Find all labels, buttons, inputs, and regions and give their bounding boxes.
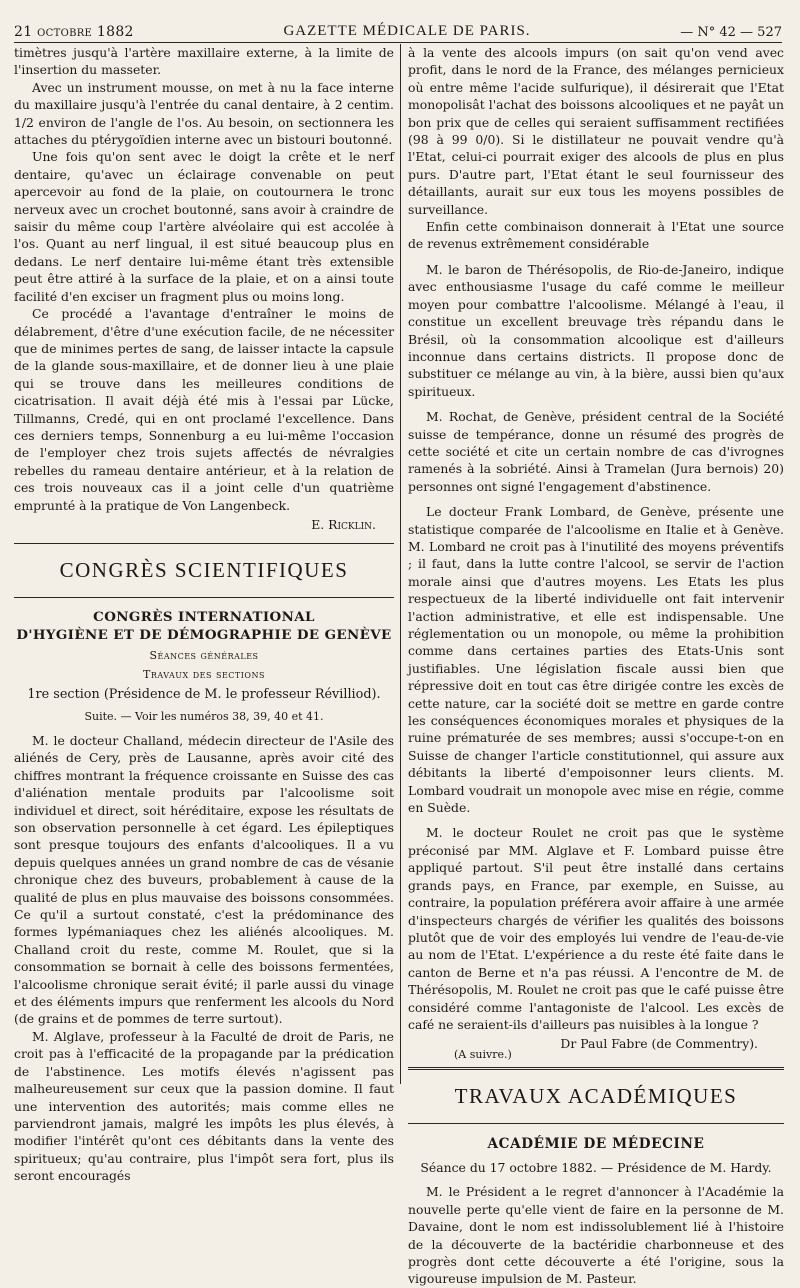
paragraph: Avec un instrument mousse, on met à nu la face interne du maxillaire jusqu'à l'entrée du canal dentaire, à 2 centim. 1/2 environ de l'angle de l'os. Au besoin, on sectionnera les attaches du ptérygoïdien interne avec un bistouri boutonné. — [14, 79, 394, 148]
paragraph: Le docteur Frank Lombard, de Genève, présente une statistique comparée de l'alcoolisme en Italie et à Genève. M. Lombard ne croit pas à l'inutilité des moyens préventifs ; il faut, dans la lutte contre l'alcool, se servir de l'action morale ainsi que d'autres moyens. Les Etats les plus respectueux de la liberté individuelle ont fait intervenir l'action administrative, et elle est indispensable. Une réglementation ou un monopole, ou même la prohibition comme dans certaines parties des Etats-Unis sont justifiables. Une législation fiscale aussi bien que répressive doit en tout cas être dirigée contre les excès de cette nature, car la société doit se mettre en garde contre les conséquences économiques morales et physiques de la ruine prématurée de ses membres; aussi s'occupe-t-on en Suisse de changer l'article constitutionnel, qui assure aux débitants la liberté d'empoisonner leurs clients. M. Lombard voudrait un monopole avec mise en régie, comme en Suède. — [408, 504, 784, 816]
congress-title-line1: CONGRÈS INTERNATIONAL — [93, 608, 315, 625]
paragraph: Enfin cette combinaison donnerait à l'Etat une source de revenus extrêmement considérable — [408, 219, 784, 252]
paragraph: M. le baron de Thérésopolis, de Rio-de-Janeiro, indique avec enthousiasme l'usage du café comme le meilleur moyen pour combattre l'alcoolisme. Mélangé à l'eau, il constitue un excellent breuvage très répandu dans le Brésil, où la consommation alcoolique est d'ailleurs inconnue dans certains districts. Il propose donc de substituer ce mélange au vin, à la bière, aussi bien qu'aux spiritueux. — [408, 261, 784, 399]
header-page-number: — N° 42 — 527 — [680, 25, 782, 40]
academie-heading: ACADÉMIE DE MÉDECINE — [487, 1136, 705, 1153]
congress-title-line2: D'HYGIÈNE ET DE DÉMOGRAPHIE DE GENÈVE — [16, 626, 392, 643]
paragraph: M. le docteur Challand, médecin directeur de l'Asile des aliénés de Cery, près de Lausanne, après avoir cité des chiffres montrant la fréquence croissante en Suisse des cas d'aliénation mentale produits par l'alcoolisme soit individuel et direct, soit héréditaire, expose les résultats de son observation personnelle à cet égard. Les épileptiques sont presque toujours des enfants d'alcooliques. Il a vu depuis quelques années un grand nombre de cas de vésanie chronique chez des buveurs, probablement à cause de la qualité de plus en plus mauvaise des boissons consommées. Ce qu'il a surtout constaté, c'est la prédominance des formes lypémaniaques chez les aliénés alcooliques. M. Challand croit du reste, comme M. Roulet, que si la consommation se bornait à celle des boissons fermentées, l'alcoolisme chronique serait évité; il parle aussi du vinage et des éléments impurs que renferment les alcools du Nord (de grains et de pommes de terre surtout). — [14, 732, 394, 1027]
paragraph: M. Alglave, professeur à la Faculté de droit de Paris, ne croit pas à l'efficacité de la propagande par la prédication de l'abstinence. Les motifs élevés n'agissent pas malheureusement sur ceux que la passion domine. Il faut une intervention des autorités; mais comme elles ne parviendront jamais, malgré les impôts les plus élevés, à modifier l'intérêt qu'ont ces débitants dans la vente des spiritueux; qu'au contraire, plus l'impôt sera fort, plus ils seront encouragés — [14, 1028, 394, 1184]
paragraph: Une fois qu'on sent avec le doigt la crête et le nerf dentaire, qu'avec un éclairage convenable on peut apercevoir au fond de la plaie, on coutournera le tronc nerveux avec un crochet boutonné, sans avoir à craindre de saisir du même coup l'artère alvéolaire qui est accolée à l'os. Quant au nerf lingual, il est situé beaucoup plus en dedans. Le nerf dentaire lui-même étant très extensible peut être attiré à la surface de la plaie, et on a ainsi toute facilité d'en exciser un fragment plus ou moins long. — [14, 149, 394, 304]
paragraph: Ce procédé a l'avantage d'entraîner le moins de délabrement, d'être d'une exécution facile, de ne nécessiter que de minimes pertes de sang, de laisser intacte la capsule de la glande sous-maxillaire, et de donner lieu à une plaie qui se trouve dans les meilleures conditions de cicatrisation. Il avait déjà été mis à l'essai par Lücke, Tillmanns, Credé, qui en ont proclamé l'excellence. Dans ces derniers temps, Sonnenburg a eu lui-même l'occasion de l'employer chez trois sujets affectés de névralgies rebelles du rameau dentaire antérieur, et à la relation de ces trois nouveaux cas il a joint celle d'un quatrième emprunté à la pratique de Von Langenbeck. — [14, 306, 394, 513]
divider — [14, 597, 394, 598]
section-title-travaux: TRAVAUX ACADÉMIQUES — [454, 1084, 738, 1109]
column-divider — [400, 44, 401, 1084]
suite-note: Suite. — Voir les numéros 38, 39, 40 et 41. — [84, 709, 324, 723]
paragraph: à la vente des alcools impurs (on sait qu'on vend avec profit, dans le nord de la France, des mélanges pernicieux où entre même l'acide sulfurique), il désirerait que l'Etat monopolisât l'achat des boissons alcooliques et ne payât un bon prix que de celles qui seraient suffisamment rectifiées (98 à 99 0/0). Si le distillateur ne pouvait vendre qu'à l'Etat, celui-ci pourrait exiger des alcools de plus en plus purs. D'autre part, l'Etat étant le seul fournisseur des détaillants, aurait sur eux tous les moyens possibles de surveillance. — [408, 45, 784, 217]
header-title: GAZETTE MÉDICALE DE PARIS. — [283, 23, 531, 39]
paragraph: M. Rochat, de Genève, président central de la Société suisse de tempérance, donne un résumé des progrès de cette société et cite un certain nombre de cas d'ivrognes ramenés à la sobriété. Ainsi à Tramelan (Jura bernois) 20) personnes ont signé l'engagement d'abstinence. — [408, 409, 784, 494]
page-header — [14, 16, 782, 43]
divider — [408, 1067, 784, 1070]
section-title-congres: CONGRÈS SCIENTIFIQUES — [59, 557, 349, 582]
divider — [14, 543, 394, 544]
section-presidence: 1re section (Présidence de M. le professeur Révilliod). — [27, 686, 381, 702]
header-date: 21 octobre 1882 — [14, 24, 134, 40]
author-signature: Dr Paul Fabre (de Commentry). — [560, 1036, 758, 1052]
paragraph: M. le Président a le regret d'annoncer à l'Académie la nouvelle perte qu'elle vient de faire en la personne de M. Davaine, dont le nom est indissolublement lié à l'histoire de la découverte de la bactéridie charbonneuse et des progrès dont cette découverte a été l'origine, sous la vigoureuse impulsion de M. Pasteur. — [408, 1184, 784, 1287]
seance-line: Séance du 17 octobre 1882. — Présidence de M. Hardy. — [420, 1160, 772, 1176]
right-column — [408, 44, 784, 1287]
subheading-seances: Séances générales — [149, 648, 259, 662]
paragraph: M. le docteur Roulet ne croit pas que le système préconisé par MM. Alglave et F. Lombard puisse être appliqué partout. S'il peut être installé dans certains grands pays, en France, par exemple, en Suisse, au contraire, la population préférera avoir affaire à une armée d'inspecteurs chargés de vérifier les qualités des boissons plutôt que de voir des employés lui vendre de l'eau-de-vie au nom de l'Etat. L'expérience a du reste été faite dans le canton de Berne et n'a pas réussi. A l'encontre de M. de Thérésopolis, M. Roulet ne croit pas que le café puisse être considéré comme l'antagoniste de l'alcool. Les excès de café ne seraient-ils d'ailleurs pas nuisibles à la longue ? — [408, 825, 784, 1032]
a-suivre-note: (A suivre.) — [454, 1048, 512, 1062]
subheading-travaux: Travaux des sections — [143, 667, 265, 681]
left-column — [14, 44, 394, 1184]
paragraph: timètres jusqu'à l'artère maxillaire externe, à la limite de l'insertion du masseter. — [14, 45, 394, 78]
author-signature: E. Ricklin. — [311, 516, 376, 532]
divider — [408, 1123, 784, 1124]
